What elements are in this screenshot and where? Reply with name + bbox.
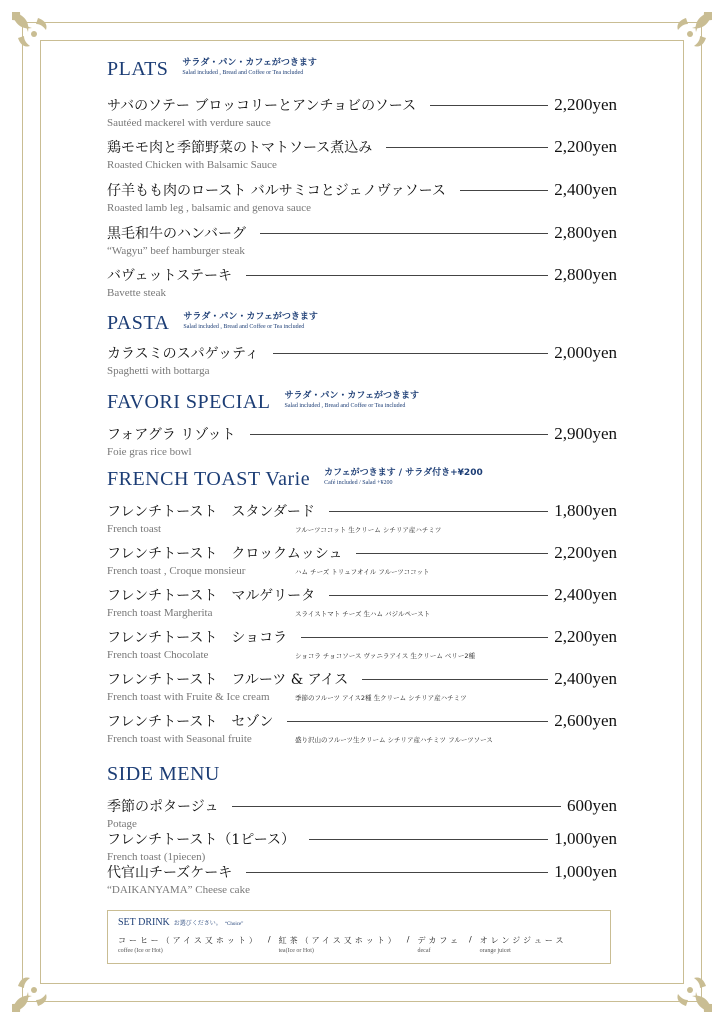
section-note-jp: カフェがつきます / サラダ付き+¥200 [324, 468, 483, 478]
leader-line [362, 679, 548, 680]
corner-ornament-icon [4, 956, 68, 1020]
leader-line [273, 353, 548, 354]
set-drink-box [107, 910, 611, 964]
drink-separator: / [267, 935, 271, 944]
drink-option [118, 935, 260, 954]
leader-line [356, 553, 548, 554]
item-price: 600yen [566, 796, 617, 815]
item-name-en: French toast [107, 523, 162, 535]
item-name: フレンチトースト セゾン [107, 714, 274, 730]
section-header-pasta [107, 312, 318, 334]
item-name-en: French toast (1piecen) [107, 851, 206, 863]
section-header-side-menu [107, 763, 220, 785]
item-description: ハム チーズ トリュフオイル フルーツココット [295, 567, 430, 576]
drink-name-en: decaf [417, 948, 431, 954]
drink-name-en: tea(Ice or Hot) [278, 948, 314, 954]
item-name: 代官山チーズケーキ [107, 865, 233, 881]
section-title: FRENCH TOAST Varie [107, 468, 311, 490]
item-description: フルーツココット 生クリーム シチリア産ハチミツ [295, 525, 442, 534]
leader-line [309, 839, 548, 840]
section-note [285, 391, 419, 409]
section-title: SIDE MENU [107, 763, 220, 785]
item-name-en: Foie gras rice bowl [107, 446, 192, 458]
section-title: PASTA [107, 312, 170, 334]
item-name: カラスミのスパゲッティ [107, 346, 259, 362]
drink-option [279, 935, 399, 954]
section-note-jp: サラダ・パン・カフェがつきます [182, 58, 317, 68]
item-description: スライストマト チーズ 生ハム バジルペースト [295, 609, 431, 618]
drink-separator: / [406, 935, 410, 944]
menu-item [107, 423, 617, 459]
item-price: 2,800yen [554, 223, 617, 242]
drink-option [418, 935, 461, 954]
item-name-en: Bavette steak [107, 287, 166, 299]
leader-line [246, 275, 548, 276]
item-name-en: French toast , Croque monsieur [107, 565, 246, 577]
item-name-en: “Wagyu” beef hamburger steak [107, 245, 245, 257]
drink-name-en: coffee (Ice or Hot) [118, 948, 163, 954]
section-header-french-toast [107, 468, 483, 490]
section-note-en: Salad included , Bread and Coffee or Tea included [182, 70, 304, 76]
leader-line [386, 147, 548, 148]
drink-separator: / [468, 935, 472, 944]
menu-item [107, 94, 617, 130]
item-name-en: Potage [107, 818, 137, 830]
drink-list [118, 935, 567, 954]
item-name-en: French toast Chocolate [107, 649, 209, 661]
menu-item [107, 264, 617, 300]
leader-line [250, 434, 549, 435]
menu-item [107, 222, 617, 258]
item-price: 2,400yen [554, 180, 617, 199]
leader-line [301, 637, 548, 638]
menu-item [107, 500, 617, 536]
item-name: フォアグラ リゾット [107, 427, 236, 443]
section-note-jp: サラダ・パン・カフェがつきます [284, 391, 419, 401]
leader-line [329, 511, 548, 512]
item-name: 黒毛和牛のハンバーグ [107, 226, 247, 242]
item-description: 盛り沢山のフルーツ生クリーム シチリア産ハチミツ フルーツソース [295, 735, 493, 744]
drink-name-jp: コーヒー（アイス又ホット） [118, 936, 260, 945]
corner-ornament-icon [4, 4, 68, 68]
item-name: 仔羊もも肉のロースト バルサミコとジェノヴァソース [107, 183, 446, 199]
item-name: フレンチトースト スタンダード [107, 504, 315, 520]
leader-line [329, 595, 548, 596]
item-price: 2,900yen [554, 424, 617, 443]
item-price: 2,000yen [554, 343, 617, 362]
item-price: 2,600yen [554, 711, 617, 730]
menu-item [107, 828, 617, 864]
leader-line [287, 721, 548, 722]
section-note [324, 468, 483, 486]
drink-name-jp: オレンジジュース [479, 936, 567, 945]
drink-name-en: orange juicet [479, 948, 511, 954]
item-description: ショコラ チョコソース ヴァニラアイス 生クリーム ベリー2種 [295, 651, 476, 660]
item-price: 2,200yen [554, 627, 617, 646]
menu-item [107, 584, 617, 620]
item-name-en: Spaghetti with bottarga [107, 365, 210, 377]
drink-name-jp: デカフェ [417, 936, 461, 945]
set-drink-note-jp: お選びください。 [173, 920, 222, 927]
menu-item [107, 861, 617, 897]
section-note [183, 312, 317, 330]
item-name: サバのソテー ブロッコリーとアンチョビのソース [107, 98, 417, 114]
item-price: 1,000yen [554, 862, 617, 881]
item-price: 2,400yen [554, 669, 617, 688]
item-name-en: French toast with Fruite & Ice cream [107, 691, 270, 703]
drink-name-jp: 紅茶（アイス又ホット） [278, 936, 399, 945]
leader-line [260, 233, 548, 234]
item-name-en: “DAIKANYAMA” Cheese cake [107, 884, 250, 896]
section-title: FAVORI SPECIAL [107, 391, 271, 413]
item-price: 1,800yen [554, 501, 617, 520]
menu-item [107, 626, 617, 662]
section-header-favori [107, 391, 419, 413]
menu-item [107, 342, 617, 378]
item-price: 2,200yen [554, 137, 617, 156]
item-price: 2,200yen [554, 95, 617, 114]
item-name: フレンチトースト クロックムッシュ [107, 546, 343, 562]
item-name: フレンチトースト フルーツ & アイス [107, 672, 349, 688]
section-note-en: Salad included , Bread and Coffee or Tea included [183, 324, 305, 330]
corner-ornament-icon [656, 956, 720, 1020]
item-price: 2,200yen [554, 543, 617, 562]
item-name: フレンチトースト ショコラ [107, 630, 288, 646]
menu-item [107, 542, 617, 578]
menu-item [107, 136, 617, 172]
set-drink-header [118, 917, 243, 928]
set-drink-note-en: “Choice” [224, 922, 244, 927]
menu-item [107, 179, 617, 215]
item-name-en: Sautéed mackerel with verdure sauce [107, 117, 271, 129]
section-note-en: Salad included , Bread and Coffee or Tea included [284, 403, 406, 409]
section-note [182, 58, 316, 76]
item-name-en: Roasted lamb leg , balsamic and genova sauce [107, 202, 312, 214]
item-name-en: French toast with Seasonal fruite [107, 733, 252, 745]
section-note-en: Café included / Salad +¥200 [324, 480, 393, 486]
section-header-plats [107, 58, 317, 80]
leader-line [246, 872, 548, 873]
item-name: 鶏モモ肉と季節野菜のトマトソース煮込み [107, 140, 373, 156]
item-name: フレンチトースト マルゲリータ [107, 588, 316, 604]
item-name-en: French toast Margherita [107, 607, 213, 619]
section-note-jp: サラダ・パン・カフェがつきます [183, 312, 318, 322]
item-name: バヴェットステーキ [107, 268, 233, 284]
item-name-en: Roasted Chicken with Balsamic Sauce [107, 159, 277, 171]
section-title: PLATS [107, 58, 169, 80]
set-drink-title: SET DRINK [118, 917, 170, 928]
item-price: 1,000yen [554, 829, 617, 848]
leader-line [232, 806, 561, 807]
menu-item [107, 795, 617, 831]
item-price: 2,400yen [554, 585, 617, 604]
drink-option [480, 935, 567, 954]
item-name: フレンチトースト（1ピース） [107, 832, 296, 848]
item-name: 季節のポタージュ [107, 799, 219, 815]
menu-item [107, 710, 617, 746]
menu-item [107, 668, 617, 704]
leader-line [460, 190, 548, 191]
item-price: 2,800yen [554, 265, 617, 284]
item-description: 季節のフルーツ アイス2種 生クリーム シチリア産ハチミツ [295, 693, 467, 702]
leader-line [430, 105, 548, 106]
corner-ornament-icon [656, 4, 720, 68]
